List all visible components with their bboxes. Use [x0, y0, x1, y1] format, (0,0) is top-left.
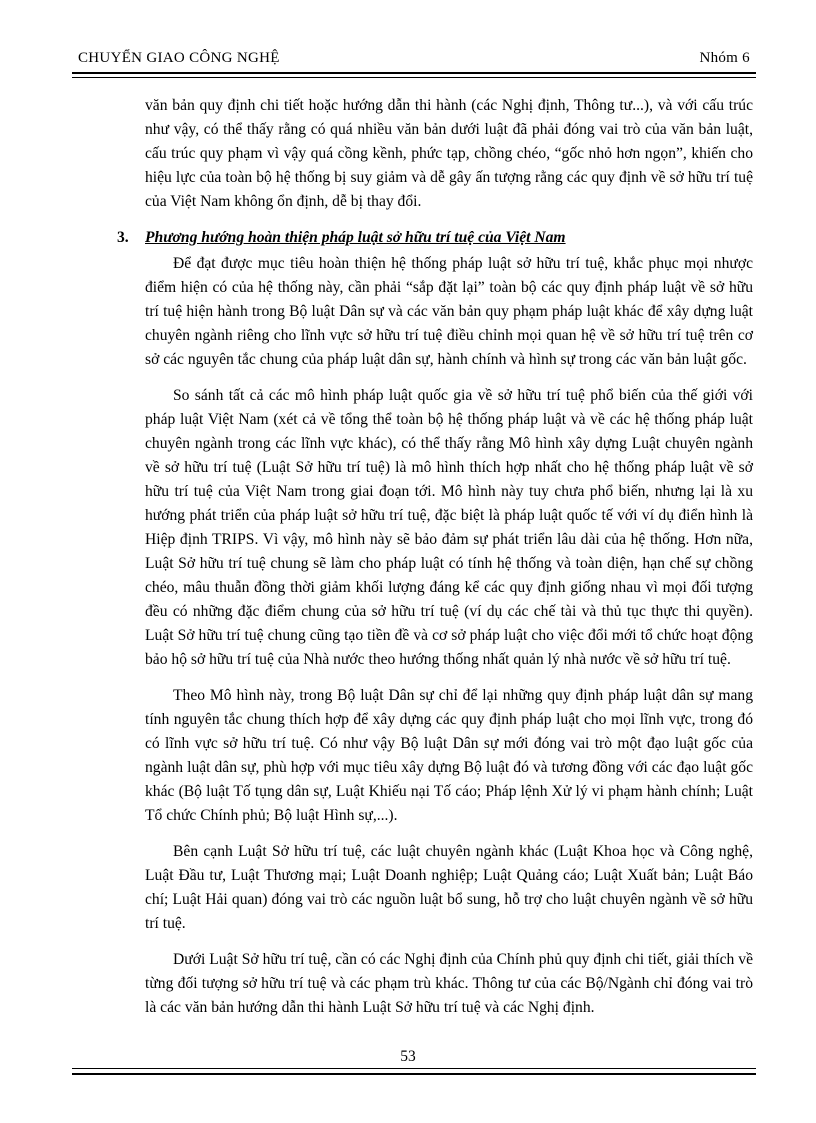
header-title: CHUYỂN GIAO CÔNG NGHỆ — [78, 50, 280, 66]
section-title: Phương hướng hoàn thiện pháp luật sở hữu trí tuệ của Việt Nam — [145, 229, 566, 246]
page-body — [117, 94, 753, 1032]
header-rule-thick — [72, 72, 756, 74]
footer-rule-thick — [72, 1073, 756, 1075]
section-number: 3. — [117, 229, 129, 246]
paragraph: Theo Mô hình này, trong Bộ luật Dân sự chỉ để lại những quy định pháp luật dân sự mang tính nguyên tắc chung thích hợp để xây dựng các quy định pháp luật cho mọi lĩnh vực, trong đó có lĩnh vực sở hữu trí tuệ. Có như vậy Bộ luật Dân sự mới đóng vai trò một đạo luật gốc của ngành luật dân sự, phù hợp với mục tiêu xây dựng Bộ luật đó và tương đồng với các đạo luật gốc khác (Bộ luật Tố tụng dân sự, Luật Khiếu nại Tố cáo; Pháp lệnh Xử lý vi phạm hành chính; Luật Tổ chức Chính phủ; Bộ luật Hình sự,...). — [145, 687, 753, 824]
page-header — [78, 50, 750, 72]
paragraph-continuation: văn bản quy định chi tiết hoặc hướng dẫn thi hành (các Nghị định, Thông tư...), và với cấu trúc như vậy, có thể thấy rằng có quá nhiều văn bản dưới luật đã phải đóng vai trò của văn bản luật, cấu trúc quy phạm vì vậy quá cồng kềnh, phức tạp, chồng chéo, “gốc nhỏ hơn ngọn”, khiến cho hiệu lực của toàn bộ hệ thống bị suy giảm và dễ gây ấn tượng rằng các quy định về sở hữu trí tuệ của Việt Nam không ổn định, dễ bị thay đổi. — [145, 97, 753, 210]
section-heading — [117, 226, 753, 250]
paragraph: Bên cạnh Luật Sở hữu trí tuệ, các luật chuyên ngành khác (Luật Khoa học và Công nghệ, Luật Đầu tư, Luật Thương mại; Luật Doanh nghiệp; Luật Quảng cáo; Luật Xuất bản; Luật Báo chí; Luật Hải quan) đóng vai trò các nguồn luật bổ sung, hỗ trợ cho luật chuyên ngành về sở hữu trí tuệ. — [145, 843, 753, 932]
header-group: Nhóm 6 — [699, 50, 750, 66]
paragraph: Dưới Luật Sở hữu trí tuệ, cần có các Nghị định của Chính phủ quy định chi tiết, giải thích về từng đối tượng sở hữu trí tuệ và các phạm trù khác. Thông tư của các Bộ/Ngành chỉ đóng vai trò là các văn bản hướng dẫn thi hành Luật Sở hữu trí tuệ và các Nghị định. — [145, 951, 753, 1016]
paragraph: So sánh tất cả các mô hình pháp luật quốc gia về sở hữu trí tuệ phổ biến của thế giới với pháp luật Việt Nam (xét cả về tổng thể toàn bộ hệ thống pháp luật và về các hệ thống pháp luật chuyên ngành trong các lĩnh vực khác), có thể thấy rằng Mô hình xây dựng Luật chuyên ngành về sở hữu trí tuệ (Luật Sở hữu trí tuệ) là mô hình thích hợp nhất cho hệ thống pháp luật về sở hữu trí tuệ của Việt Nam trong giai đoạn tới. Mô hình này tuy chưa phổ biến, nhưng lại là xu hướng phát triển của pháp luật sở hữu trí tuệ, đặc biệt là pháp luật quốc tế với ví dụ điển hình là Hiệp định TRIPS. Vì vậy, mô hình này sẽ bảo đảm sự phát triển lâu dài của hệ thống. Hơn nữa, Luật Sở hữu trí tuệ chung sẽ làm cho pháp luật có tính hệ thống và toàn diện, hạn chế sự chồng chéo, mâu thuẫn đồng thời giảm khối lượng đáng kể các quy định giống nhau vì mọi đối tượng đều có những đặc điểm chung của sở hữu trí tuệ (ví dụ các chế tài và thủ tục thực thi quyền). Luật Sở hữu trí tuệ chung cũng tạo tiền đề và cơ sở pháp luật cho việc đổi mới tổ chức hoạt động bảo hộ sở hữu trí tuệ của Nhà nước theo hướng thống nhất quản lý nhà nước về sở hữu trí tuệ. — [145, 387, 753, 668]
page-number: 53 — [400, 1048, 416, 1065]
paragraph: Để đạt được mục tiêu hoàn thiện hệ thống pháp luật sở hữu trí tuệ, khắc phục mọi nhược điểm hiện có của hệ thống này, cần phải “sắp đặt lại” toàn bộ các quy định pháp luật về sở hữu trí tuệ hiện hành trong Bộ luật Dân sự và các văn bản quy phạm pháp luật khác để xây dựng luật chuyên ngành riêng cho lĩnh vực sở hữu trí tuệ điều chỉnh mọi quan hệ về sở hữu trí tuệ trên cơ sở các nguyên tắc chung của pháp luật dân sự, hành chính và hình sự trong các văn bản luật gốc. — [145, 255, 753, 368]
header-rule-thin — [72, 77, 756, 78]
footer-rule-thin — [72, 1068, 756, 1069]
